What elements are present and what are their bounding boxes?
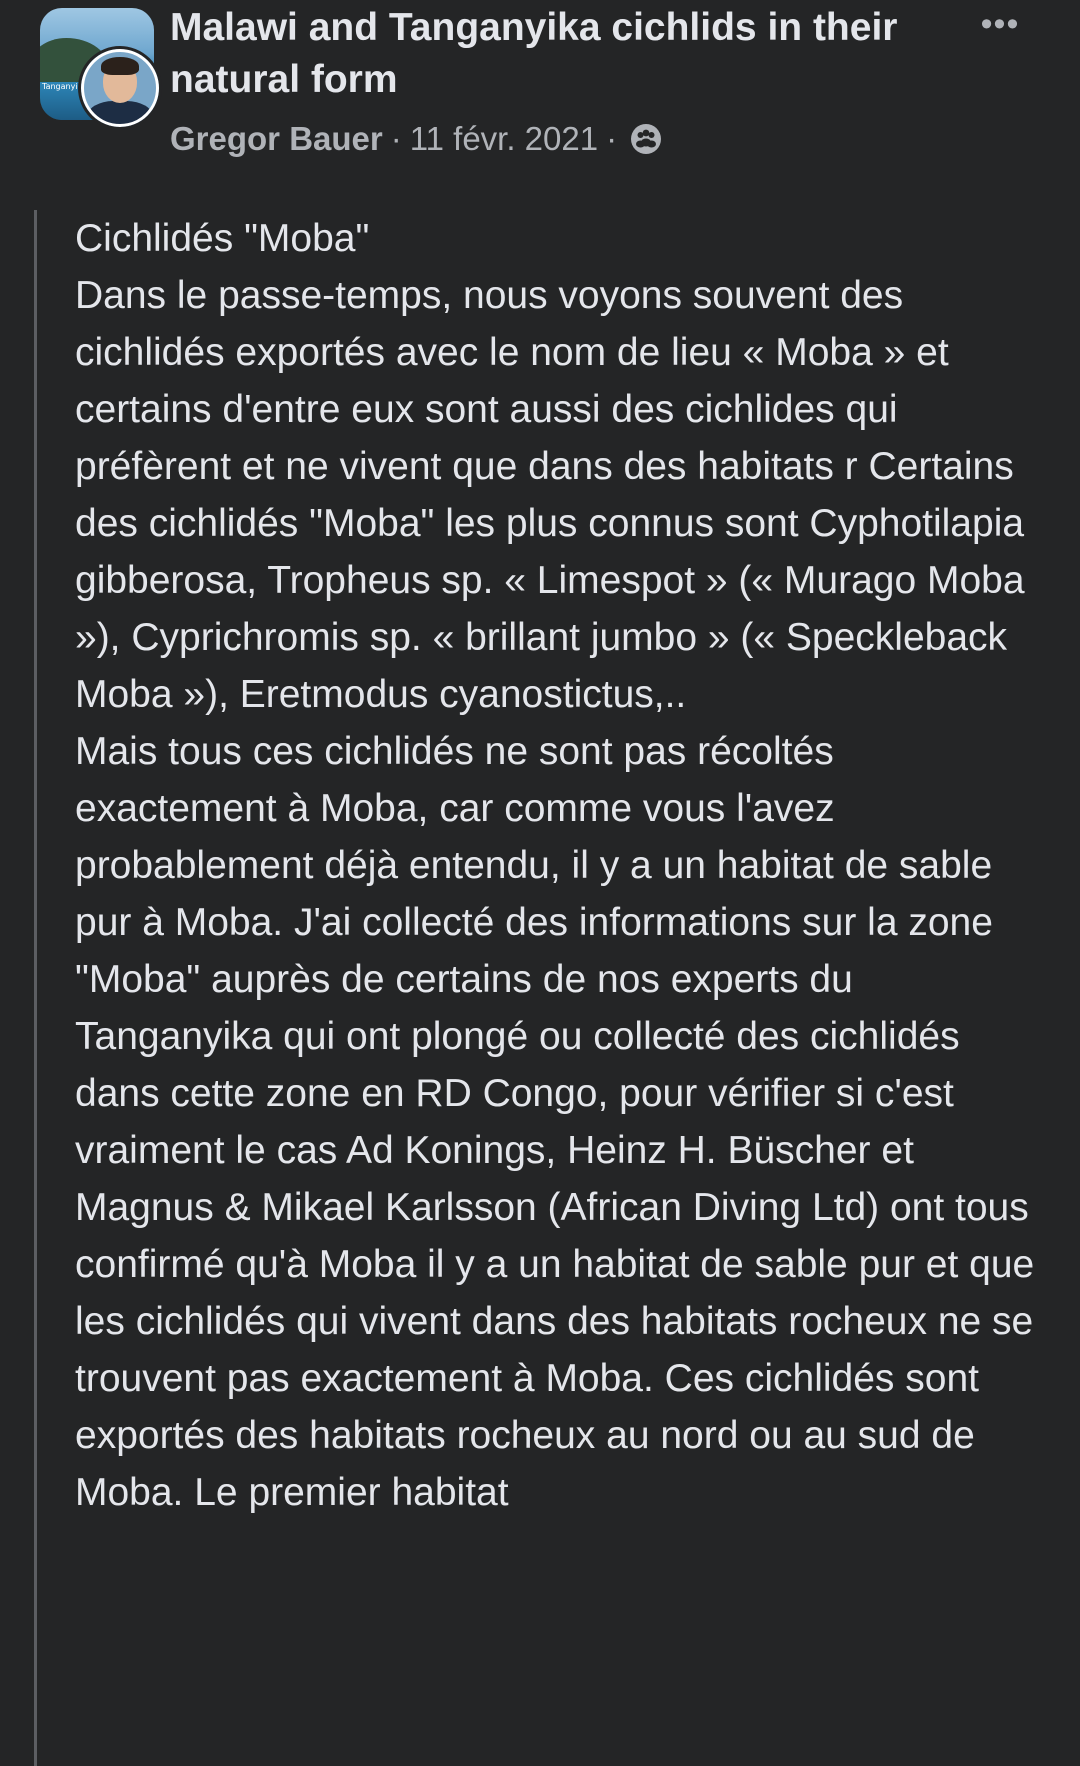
post-date-link[interactable]: 11 févr. 2021 [409, 120, 599, 157]
author-avatar[interactable] [78, 46, 162, 130]
more-options-icon[interactable]: ••• [980, 5, 1020, 43]
meta-separator: · [390, 120, 402, 157]
group-name-link[interactable]: Malawi and Tanganyika cichlids in their natural form [170, 6, 898, 101]
author-name-link[interactable]: Gregor Bauer [170, 120, 383, 157]
post-meta [170, 116, 663, 168]
post-content [34, 210, 1047, 1766]
meta-separator: · [606, 120, 618, 157]
post-header [0, 0, 1080, 180]
group-members-icon [629, 122, 663, 168]
avatar-ring [81, 49, 159, 127]
group-avatar-caption: Tanganyi [42, 82, 78, 91]
post-text: Cichlidés "Moba" Dans le passe-temps, nous voyons souvent des cichlidés exportés avec le nom de lieu « Moba » et certains d'entre eux sont aussi des cichlides qui préfèrent et ne vivent que dans des habitats r Certains des cichlidés "Moba" les plus connus sont Cyphotilapia gibberosa, Tropheus sp. « Limespot » (« Murago Moba »), Cyprichromis sp. « brillant jumbo » (« Speckleback Moba »), Eretmodus cyanostictus,.. Mais tous ces cichlidés ne sont pas récoltés exactement à Moba, car comme vous l'avez probablement déjà entendu, il y a un habitat de sable pur à Moba. J'ai collecté des informations sur la zone "Moba" auprès de certains de nos experts du Tanganyika qui ont plongé ou collecté des cichlidés dans cette zone en RD Congo, pour vérifier si c'est vraiment le cas Ad Konings, Heinz H. Büscher et Magnus & Mikael Karlsson (African Diving Ltd) ont tous confirmé qu'à Moba il y a un habitat de sable pur et que les cichlidés qui vivent dans des habitats rocheux ne se trouvent pas exactement à Moba. Ces cichlidés sont exportés des habitats rocheux au nord ou au sud de Moba. Le premier habitat [75, 217, 1035, 1514]
